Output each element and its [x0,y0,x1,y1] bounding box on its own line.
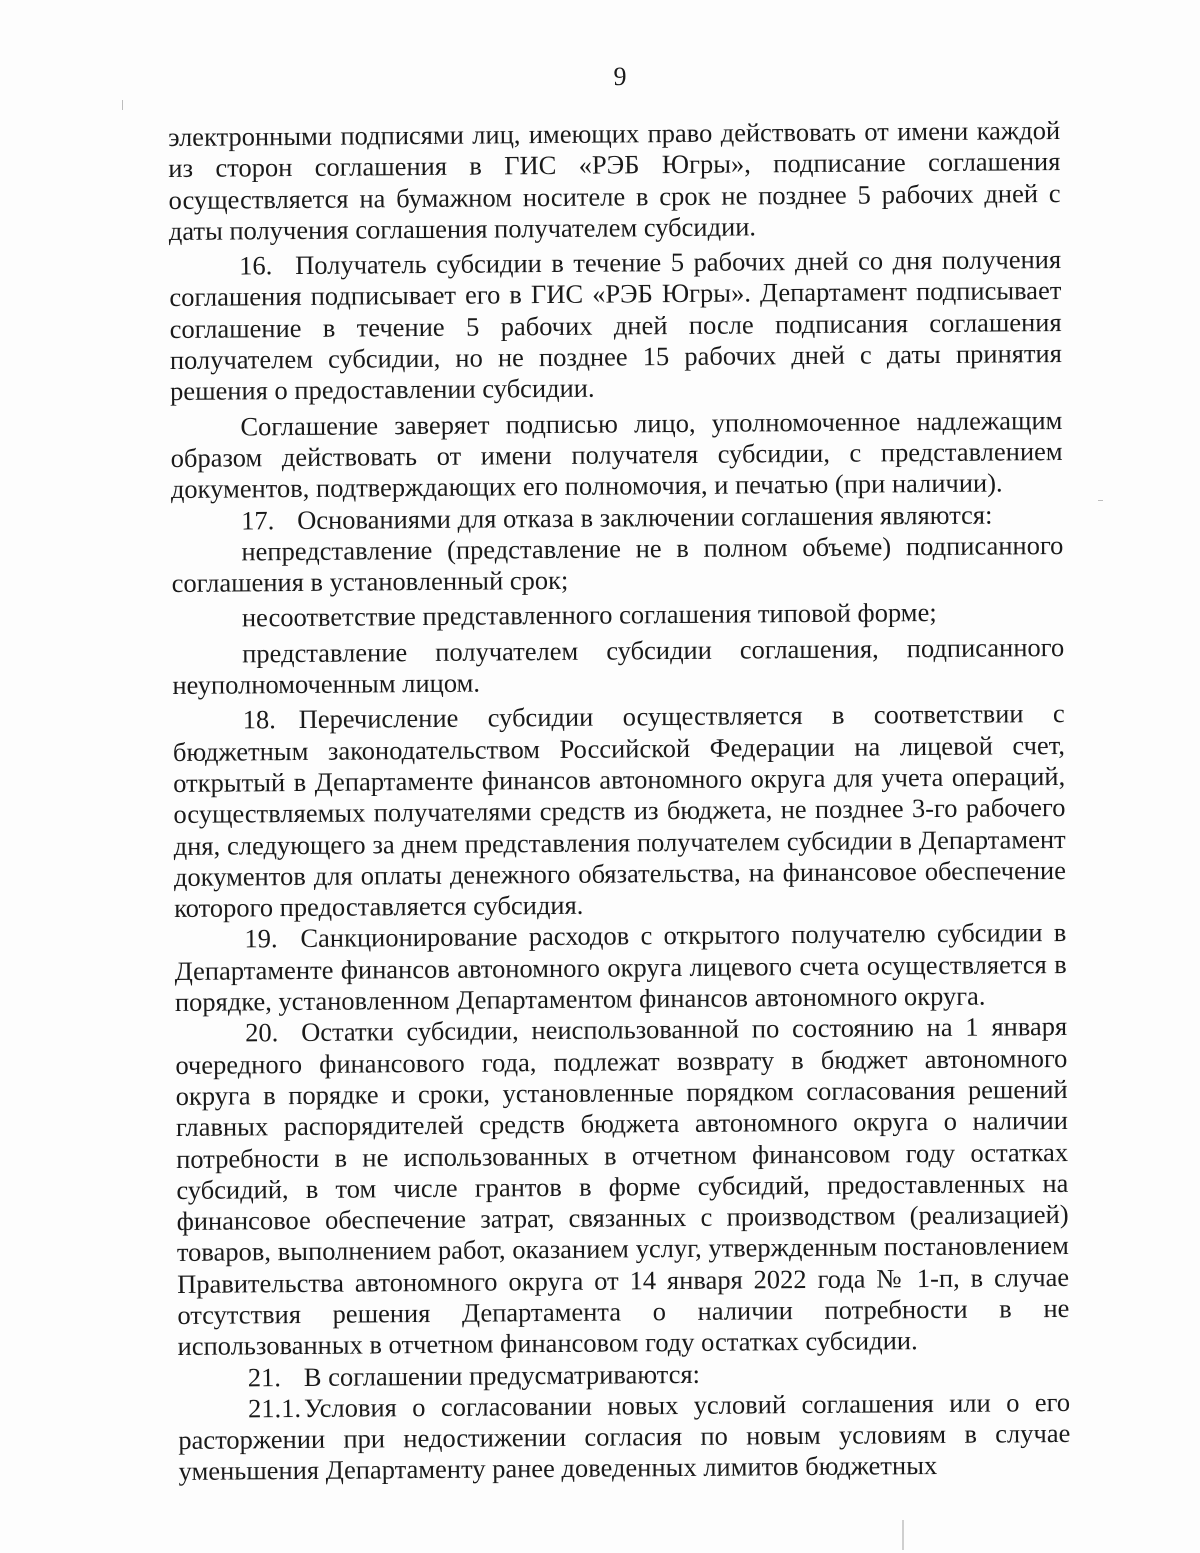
paragraph-number: 19. [244,923,278,954]
paragraph-text: Остатки субсидии, неиспользованной по состоянию на 1 января очередного финансового года, подлежат возврату в бюджет автономного округа в порядке и сроки, установленные порядком согласования решений главных распорядителей средств бюджета автономного округа о наличии потребности в не использованных в отчетном финансовом году остатках субсидий, в том числе грантов в форме субсидий, предоставленных на финансовое обеспечение затрат, связанных с производством (реализацией) товаров, выполнением работ, оказанием услуг, утвержденным постановлением Правительства автономного округа от 14 января 2022 года № 1-п, в случае отсутствия решения Департамента о наличии потребности в не использованных в отчетном финансовом году остатках субсидии. [175,1011,1070,1362]
paragraph-text: непредставление (представление не в полном объеме) подписанного соглашения в установленный срок; [171,529,1064,599]
paragraph-text: Основаниями для отказа в заключении соглашения являются: [297,499,993,535]
page-number: 9 [613,62,627,91]
paragraph-text: электронными подписями лиц, имеющих право действовать от имени каждой из сторон соглашения в ГИС «РЭБ Югры», подписание соглашения осуществляется на бумажном носителе в срок не позднее 5 рабочих дней с даты получения соглашения получателем субсидии. [168,114,1061,246]
paragraph-21-1 [178,1387,1071,1488]
scan-artifact [122,100,123,110]
paragraph-16-note [170,405,1063,506]
paragraph-17-item-2 [172,596,1064,634]
paragraph-18 [173,698,1067,924]
document-body [168,115,1071,1488]
paragraph-number: 16. [239,250,273,281]
paragraph-number: 18. [242,704,276,735]
paragraph-text: Перечисление субсидии осуществляется в соответствии с бюджетным законодательством Российской Федерации на лицевой счет, открытый в Департаменте финансов автономного округа для учета операций, осуществляемых получателями средств из бюджета, не позднее 3-го рабочего дня, следующего за днем представления получателем субсидии в Департамент документов для оплаты денежного обязательства, на финансовое обеспечение которого предоставляется субсидия. [172,698,1067,924]
paragraph-number: 21.1. [247,1392,302,1424]
paragraph-number: 21. [247,1361,282,1392]
paragraph-16 [169,244,1062,407]
scan-artifact [902,1520,904,1550]
paragraph-text: Условия о согласовании новых условий соглашения или о его расторжении при недостижении согласия по новым условиям в случае уменьшения Департаменту ранее доведенных лимитов бюджетных [178,1386,1071,1487]
paragraph-text: представление получателем субсидии соглашения, подписанного неуполномоченным лицом. [172,631,1065,701]
paragraph-number: 20. [245,1017,279,1048]
paragraph-17-item-1 [171,530,1063,600]
paragraph-continuation [168,115,1061,247]
paragraph-text: Получатель субсидии в течение 5 рабочих дней со дня получения соглашения подписывает его в ГИС «РЭБ Югры». Департамент подписывает соглашение в течение 5 рабочих дней после подписания соглашения получателем субсидии, но не позднее 15 рабочих дней с даты принятия решения о предоставлении субсидии. [169,244,1062,407]
paragraph-19 [174,917,1067,1018]
paragraph-text: Санкционирование расходов с открытого получателю субсидии в Департаменте финансов автономного округа лицевого счета осуществляется в порядке, установленном Департаментом финансов автономного округа. [174,917,1067,1017]
paragraph-text: В соглашении предусматриваются: [303,1358,701,1392]
scan-artifact [1098,500,1103,501]
paragraph-text: несоответствие представленного соглашения типовой форме; [241,597,937,633]
paragraph-text: Соглашение заверяет подписью лицо, уполномоченное надлежащим образом действовать от имени получателя субсидии, с представлением документов, подтверждающих его полномочия, и печатью (при наличии). [170,404,1063,505]
paragraph-20 [175,1011,1070,1362]
paragraph-number: 17. [241,504,275,535]
paragraph-17-item-3 [172,632,1064,702]
